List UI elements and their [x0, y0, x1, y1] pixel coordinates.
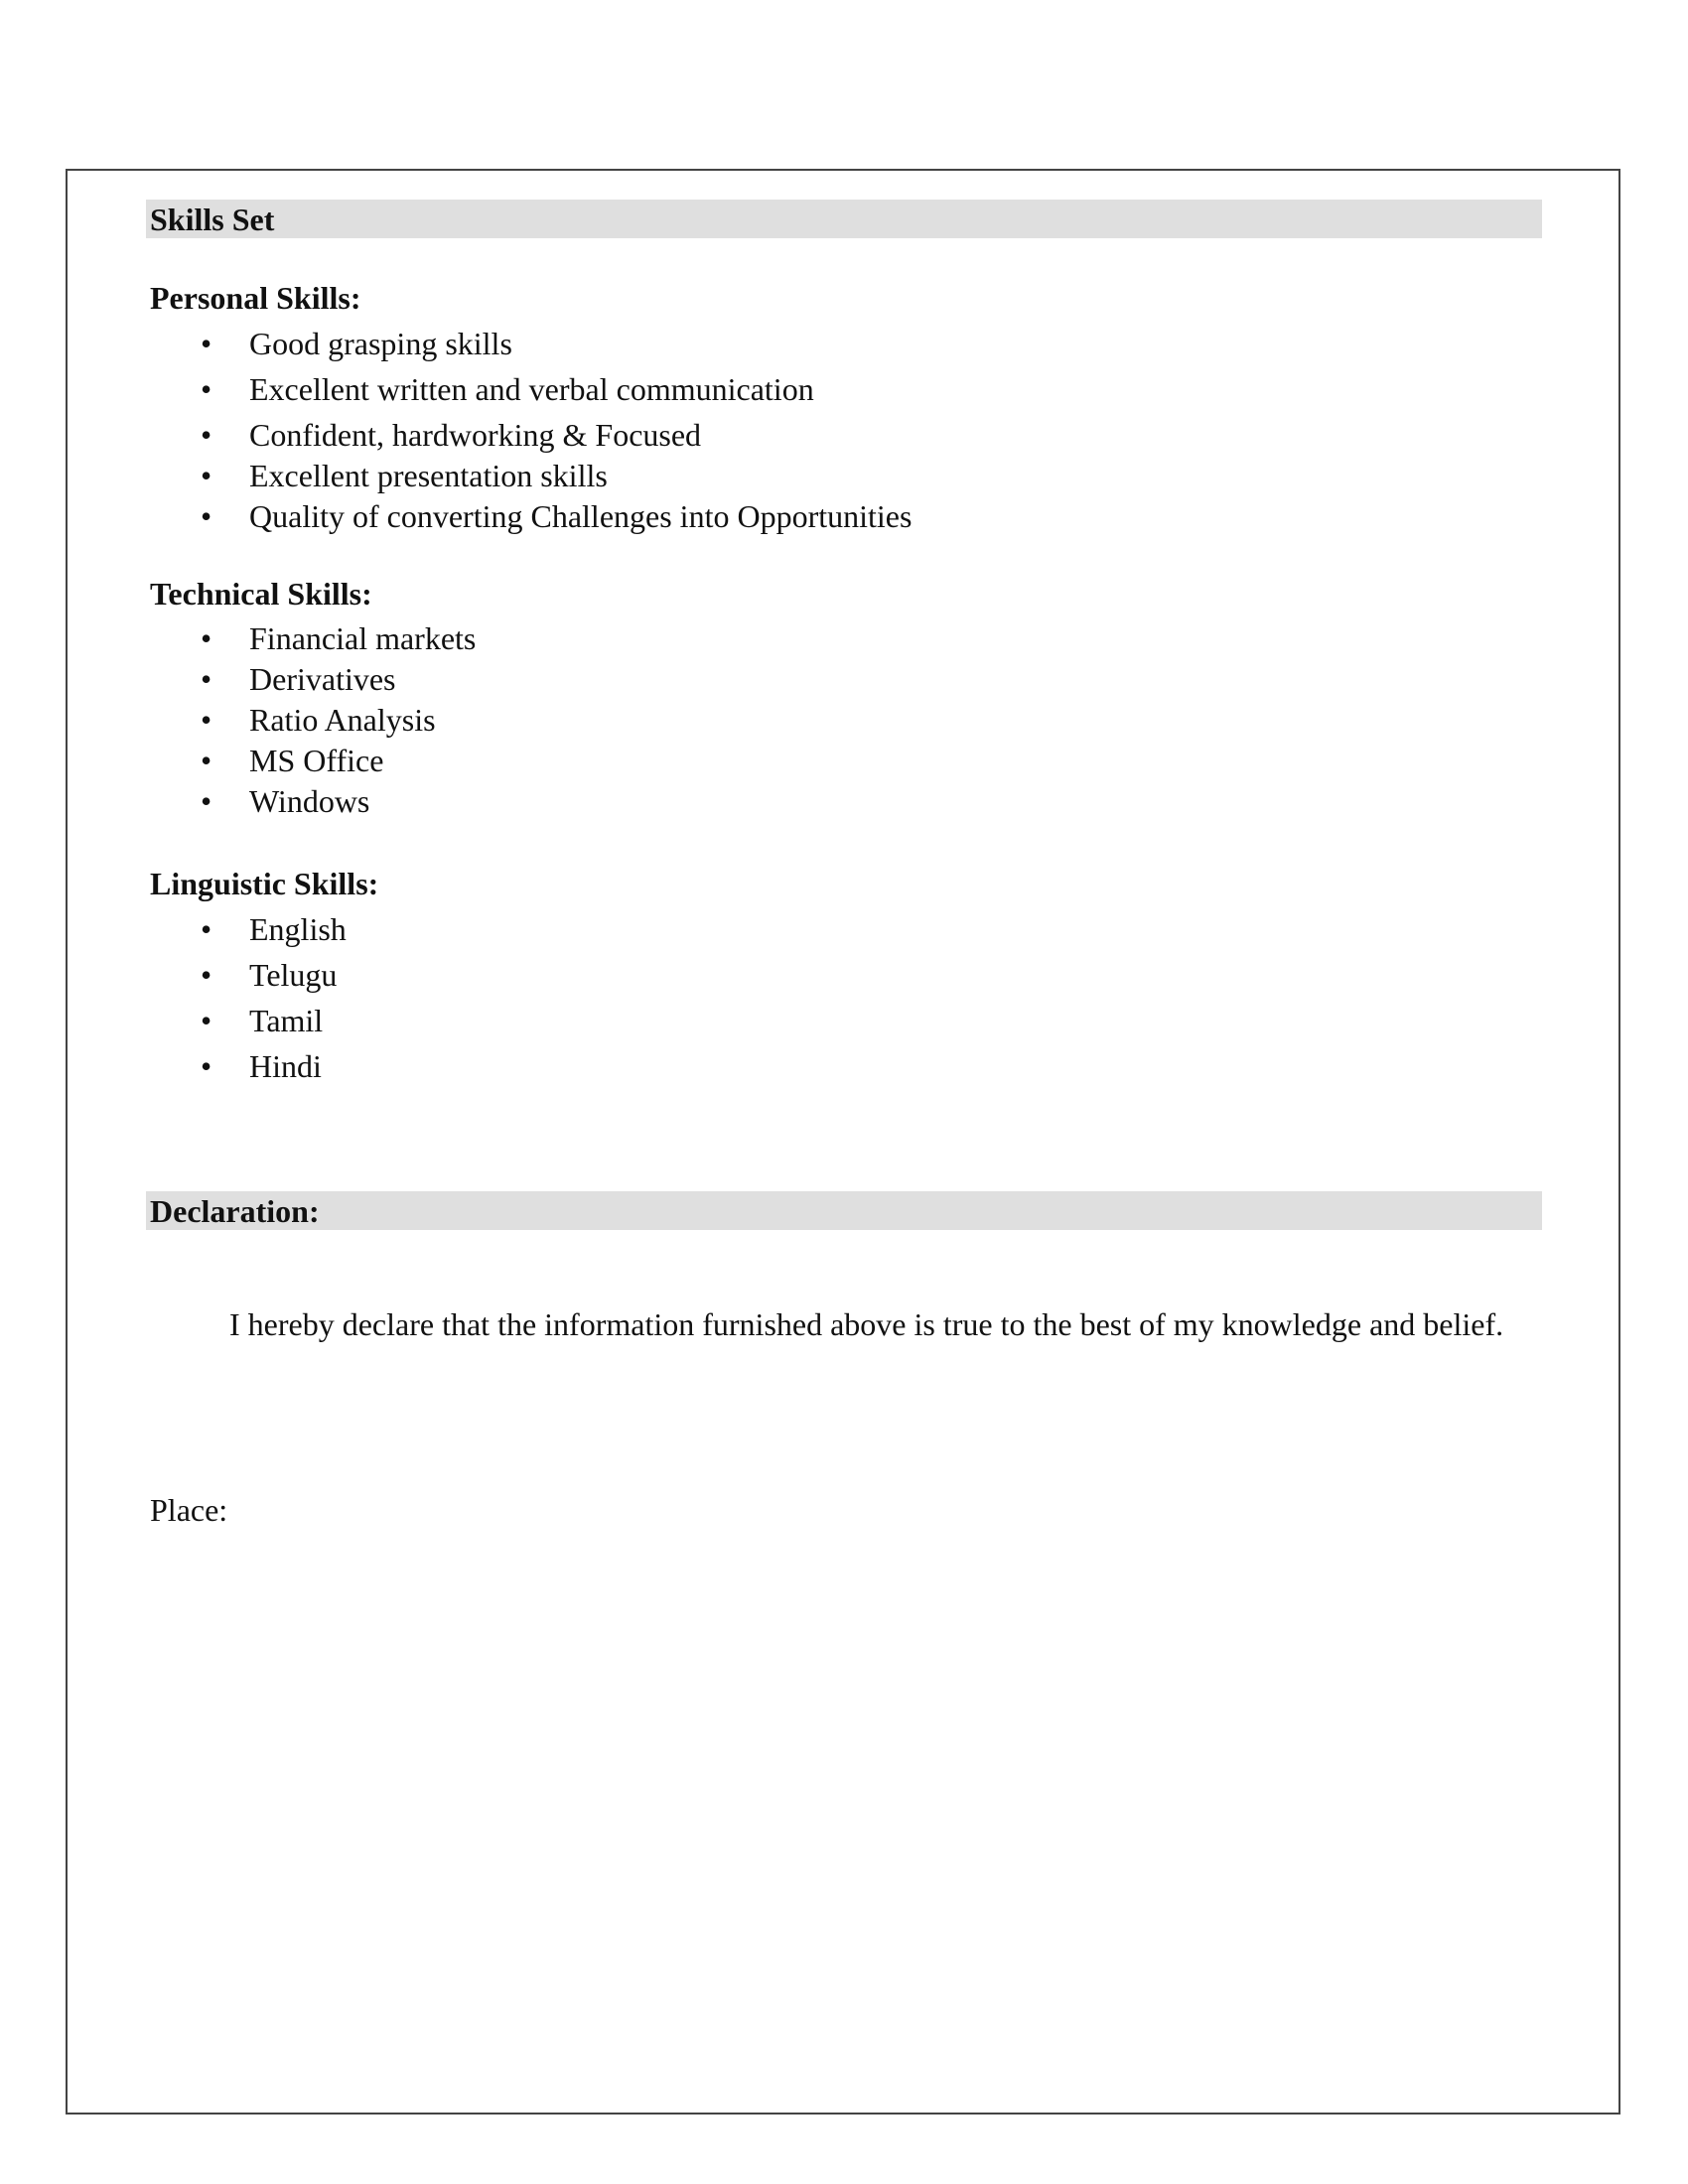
list-item: • Derivatives — [201, 661, 396, 697]
list-item: • Financial markets — [201, 620, 477, 656]
technical-skills-list — [150, 620, 476, 824]
list-item: • Windows — [201, 783, 370, 819]
bullet-icon: • — [201, 1003, 212, 1038]
list-item: • Telugu — [201, 957, 338, 993]
bullet-icon: • — [201, 498, 212, 534]
declaration-header — [146, 1191, 1542, 1230]
bullet-icon: • — [201, 371, 212, 407]
bullet-icon: • — [201, 743, 212, 778]
bullet-icon: • — [201, 783, 212, 819]
bullet-icon: • — [201, 417, 212, 453]
skills-set-title: Skills Set — [150, 202, 275, 237]
list-item: • Hindi — [201, 1048, 322, 1084]
list-item: • Tamil — [201, 1003, 324, 1038]
personal-skills-list — [150, 326, 912, 539]
skills-set-header — [146, 200, 1542, 238]
bullet-icon: • — [201, 458, 212, 493]
linguistic-skills-heading: Linguistic Skills: — [150, 866, 379, 901]
technical-skills-heading: Technical Skills: — [150, 576, 372, 612]
list-item: • Good grasping skills — [201, 326, 512, 361]
bullet-icon: • — [201, 911, 212, 947]
bullet-icon: • — [201, 957, 212, 993]
bullet-icon: • — [201, 620, 212, 656]
list-item: • Excellent presentation skills — [201, 458, 608, 493]
list-item: • Ratio Analysis — [201, 702, 436, 738]
declaration-text: I hereby declare that the information furnished above is true to the best of my knowledge and belief. — [229, 1306, 1504, 1342]
linguistic-skills-list — [150, 911, 347, 1094]
bullet-icon: • — [201, 661, 212, 697]
list-item: • Confident, hardworking & Focused — [201, 417, 702, 453]
list-item: • Quality of converting Challenges into Opportunities — [201, 498, 913, 534]
personal-skills-heading: Personal Skills: — [150, 280, 361, 316]
list-item: • English — [201, 911, 347, 947]
declaration-title: Declaration: — [150, 1193, 320, 1229]
bullet-icon: • — [201, 1048, 212, 1084]
list-item: • MS Office — [201, 743, 384, 778]
bullet-icon: • — [201, 702, 212, 738]
bullet-icon: • — [201, 326, 212, 361]
list-item: • Excellent written and verbal communication — [201, 371, 814, 407]
place-label: Place: — [150, 1492, 228, 1528]
